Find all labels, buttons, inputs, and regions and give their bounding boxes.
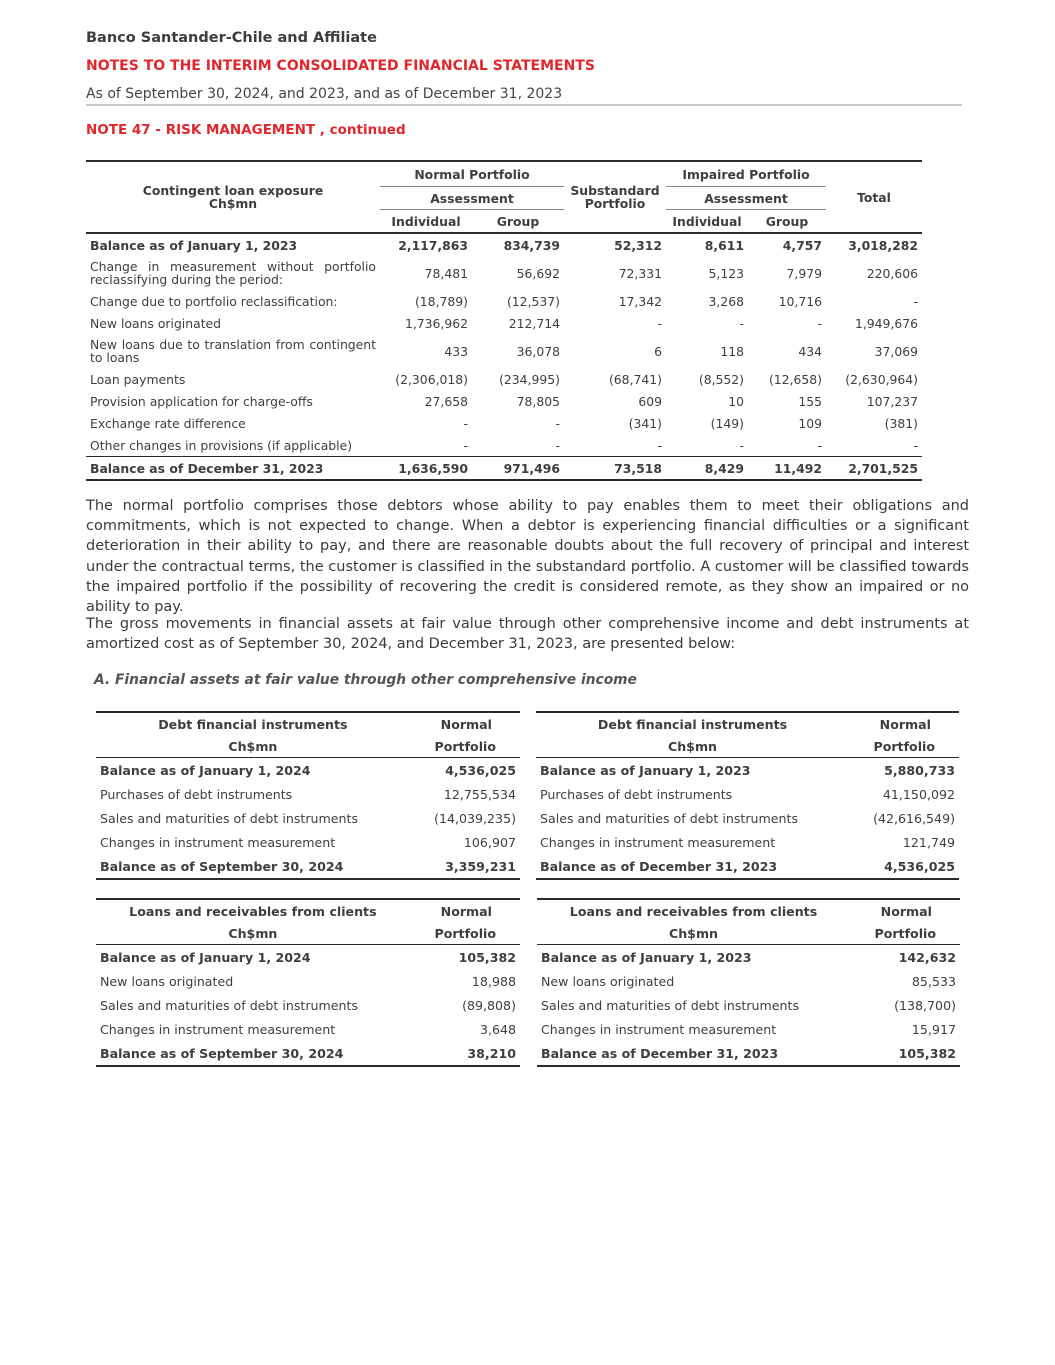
debt-instruments-table-2023 [536, 711, 959, 880]
cell-value: 121,749 [902, 834, 955, 850]
cell-value: 10 [728, 393, 744, 409]
cell-value: 5,880,733 [884, 762, 955, 778]
total-header: Total [857, 189, 891, 205]
cell-value: 142,632 [898, 949, 956, 965]
row-label: Balance as of September 30, 2024 [100, 858, 344, 874]
table-row [86, 233, 922, 256]
cell-value: 73,518 [614, 460, 662, 476]
cell-value: (89,808) [462, 997, 516, 1013]
row-label: Changes in instrument measurement [540, 834, 776, 850]
table-row [536, 806, 959, 830]
normal-group-header: Group [496, 213, 540, 229]
row-label: Changes in instrument measurement [541, 1021, 777, 1037]
cell-value: 11,492 [774, 460, 822, 476]
cell-value: 38,210 [467, 1045, 516, 1061]
cell-value: (18,789) [414, 293, 468, 309]
col-header-normal: Normal [440, 903, 492, 919]
impaired-individual-header: Individual [672, 213, 742, 229]
cell-value: - [463, 415, 468, 431]
impaired-assessment-header: Assessment [666, 187, 826, 210]
table-row [537, 969, 960, 993]
cell-value: 15,917 [911, 1021, 956, 1037]
table-row [86, 434, 922, 457]
cell-value: 27,658 [424, 393, 468, 409]
notes-title: NOTES TO THE INTERIM CONSOLIDATED FINANCIAL STATEMENTS [86, 58, 595, 74]
cell-value: (138,700) [894, 997, 956, 1013]
table-row [86, 412, 922, 434]
row-label: Purchases of debt instruments [100, 786, 293, 802]
col-header-normal: Normal [879, 716, 931, 732]
cell-value: 37,069 [874, 343, 918, 359]
table-row [96, 969, 520, 993]
cell-value: 36,078 [516, 343, 560, 359]
cell-value: - [555, 415, 560, 431]
table-row [86, 312, 922, 334]
cell-value: 155 [798, 393, 822, 409]
cell-value: (149) [710, 415, 744, 431]
row-label: Balance as of January 1, 2023 [90, 237, 298, 253]
col-header-normal: Normal [880, 903, 932, 919]
col-header-portfolio: Portfolio [874, 925, 936, 941]
table-header-label: Contingent loan exposure Ch$mn [142, 183, 324, 211]
row-label: New loans originated [100, 973, 234, 989]
note-title: NOTE 47 - RISK MANAGEMENT , continued [86, 122, 406, 138]
row-label: Changes in instrument measurement [100, 834, 336, 850]
table-row [96, 945, 520, 970]
row-label: Loan payments [90, 371, 186, 387]
cell-value: 72,331 [618, 265, 662, 281]
paragraph-portfolio-definitions: The normal portfolio comprises those debtors whose ability to pay enables them to meet their obligations and commitments, which is not expected to change. When a debtor is experiencing financial difficulties or a significant deterioration in their ability to pay, and there are reasonable doubts about the full recovery of principal and interest under the contractual terms, the customer is classified in the substandard portfolio. A customer will be classified towards the impaired portfolio if the possibility of recovering the credit is considered remote, as they show an impaired or no ability to pay. [86, 498, 969, 616]
cell-value: 433 [444, 343, 468, 359]
row-label: Other changes in provisions (if applicable) [90, 437, 353, 453]
row-label: Changes in instrument measurement [100, 1021, 336, 1037]
cell-value: - [463, 437, 468, 453]
col-header-portfolio: Portfolio [873, 738, 935, 754]
cell-value: 609 [638, 393, 662, 409]
col-header-normal: Normal [440, 716, 492, 732]
table-row [96, 993, 520, 1017]
row-label: Balance as of December 31, 2023 [541, 1045, 779, 1061]
cell-value: (42,616,549) [873, 810, 955, 826]
cell-value: 118 [720, 343, 744, 359]
table-row [536, 782, 959, 806]
cell-value: - [913, 437, 918, 453]
col-header-unit: Ch$mn [667, 738, 718, 754]
cell-value: (14,039,235) [434, 810, 516, 826]
col-header-portfolio: Portfolio [434, 738, 496, 754]
row-label: Sales and maturities of debt instruments [540, 810, 799, 826]
table-row [537, 993, 960, 1017]
table-row [96, 1017, 520, 1041]
cell-value: 18,988 [471, 973, 516, 989]
impaired-portfolio-header: Impaired Portfolio [666, 161, 826, 187]
cell-value: 4,536,025 [884, 858, 955, 874]
table-row [96, 1041, 520, 1066]
cell-value: 971,496 [503, 460, 560, 476]
table-row [537, 1041, 960, 1066]
row-label: Purchases of debt instruments [540, 786, 733, 802]
col-header-title: Debt financial instruments [158, 716, 348, 732]
cell-value: 109 [798, 415, 822, 431]
col-header-title: Loans and receivables from clients [569, 903, 818, 919]
cell-value: 5,123 [708, 265, 744, 281]
cell-value: 8,611 [704, 237, 744, 253]
row-label: Balance as of January 1, 2024 [100, 762, 311, 778]
cell-value: 3,648 [479, 1021, 516, 1037]
cell-value: 56,692 [516, 265, 560, 281]
cell-value: 85,533 [911, 973, 956, 989]
cell-value: 52,312 [614, 237, 662, 253]
table-row [86, 290, 922, 312]
row-label: Change in measurement without portfolio reclassifying during the period: [90, 259, 376, 287]
cell-value: 3,268 [708, 293, 744, 309]
row-label: Balance as of September 30, 2024 [100, 1045, 344, 1061]
cell-value: 106,907 [463, 834, 516, 850]
normal-individual-header: Individual [391, 213, 461, 229]
table-row [96, 782, 520, 806]
col-header-portfolio: Portfolio [434, 925, 496, 941]
loans-receivables-table-2023 [537, 898, 960, 1067]
col-header-unit: Ch$mn [228, 738, 278, 754]
cell-value: 105,382 [898, 1045, 956, 1061]
cell-value: - [555, 437, 560, 453]
cell-value: 1,636,590 [398, 460, 468, 476]
cell-value: - [913, 293, 918, 309]
cell-value: 7,979 [786, 265, 822, 281]
cell-value: 6 [654, 343, 662, 359]
cell-value: 2,701,525 [848, 460, 918, 476]
table-row [86, 390, 922, 412]
contingent-loan-table [86, 160, 922, 481]
table-row [537, 1017, 960, 1041]
cell-value: (8,552) [698, 371, 744, 387]
cell-value: 41,150,092 [882, 786, 955, 802]
cell-value: - [739, 437, 744, 453]
cell-value: 3,018,282 [848, 237, 918, 253]
cell-value: 4,536,025 [445, 762, 516, 778]
cell-value: 17,342 [618, 293, 662, 309]
report-date: As of September 30, 2024, and 2023, and as of December 31, 2023 [86, 86, 563, 102]
cell-value: 220,606 [866, 265, 918, 281]
row-label: Sales and maturities of debt instruments [100, 997, 359, 1013]
table-row [536, 758, 959, 783]
cell-value: 78,481 [424, 265, 468, 281]
cell-value: 212,714 [508, 315, 560, 331]
table-row [96, 806, 520, 830]
col-header-title: Debt financial instruments [597, 716, 788, 732]
normal-portfolio-header: Normal Portfolio [380, 161, 564, 187]
cell-value: - [817, 315, 822, 331]
cell-value: 78,805 [516, 393, 560, 409]
cell-value: 12,755,534 [443, 786, 516, 802]
table-row [537, 945, 960, 970]
cell-value: 105,382 [458, 949, 516, 965]
cell-value: (68,741) [608, 371, 662, 387]
row-label: Balance as of December 31, 2023 [90, 460, 324, 476]
cell-value: (234,995) [499, 371, 560, 387]
row-label: New loans originated [90, 315, 222, 331]
cell-value: 4,757 [782, 237, 822, 253]
cell-value: (2,306,018) [395, 371, 468, 387]
cell-value: 3,359,231 [445, 858, 516, 874]
col-header-unit: Ch$mn [668, 925, 719, 941]
table-row [536, 830, 959, 854]
table-row [96, 758, 520, 783]
row-label: Sales and maturities of debt instruments [100, 810, 359, 826]
row-label: Balance as of December 31, 2023 [540, 858, 778, 874]
row-label: Exchange rate difference [90, 415, 246, 431]
cell-value: 10,716 [778, 293, 822, 309]
table-row [96, 854, 520, 879]
cell-value: - [817, 437, 822, 453]
table-row [96, 830, 520, 854]
row-label: Change due to portfolio reclassification: [90, 293, 338, 309]
cell-value: 1,736,962 [404, 315, 468, 331]
cell-value: (341) [628, 415, 662, 431]
substandard-header: Substandard Portfolio [570, 183, 660, 211]
row-label: Balance as of January 1, 2023 [540, 762, 751, 778]
normal-assessment-header: Assessment [380, 187, 564, 210]
cell-value: - [657, 315, 662, 331]
col-header-title: Loans and receivables from clients [129, 903, 377, 919]
table-row [86, 256, 922, 290]
cell-value: 2,117,863 [398, 237, 468, 253]
cell-value: (2,630,964) [845, 371, 918, 387]
debt-instruments-table-2024 [96, 711, 520, 880]
loans-receivables-table-2024 [96, 898, 520, 1067]
row-label: New loans originated [541, 973, 675, 989]
row-label: Provision application for charge-offs [90, 393, 313, 409]
cell-value: (12,537) [506, 293, 560, 309]
cell-value: - [657, 437, 662, 453]
cell-value: - [739, 315, 744, 331]
row-label: Balance as of January 1, 2023 [541, 949, 752, 965]
table-row [536, 854, 959, 879]
table-row [86, 457, 922, 481]
header-divider [86, 104, 962, 106]
table-row [86, 368, 922, 390]
cell-value: 834,739 [503, 237, 560, 253]
row-label: Balance as of January 1, 2024 [100, 949, 311, 965]
company-name: Banco Santander-Chile and Affiliate [86, 30, 377, 46]
impaired-group-header: Group [765, 213, 809, 229]
cell-value: 434 [798, 343, 822, 359]
cell-value: 107,237 [866, 393, 918, 409]
cell-value: 1,949,676 [854, 315, 918, 331]
row-label: New loans due to translation from contingent to loans [90, 337, 376, 365]
cell-value: 8,429 [704, 460, 744, 476]
section-a-heading: A. Financial assets at fair value through other comprehensive income [94, 672, 637, 688]
table-row [86, 334, 922, 368]
cell-value: (12,658) [768, 371, 822, 387]
paragraph-gross-movements: The gross movements in financial assets at fair value through other comprehensive income and debt instruments at amortized cost as of September 30, 2024, and December 31, 2023, are presented below: [86, 616, 969, 653]
col-header-unit: Ch$mn [228, 925, 278, 941]
row-label: Sales and maturities of debt instruments [541, 997, 800, 1013]
cell-value: (381) [884, 415, 918, 431]
